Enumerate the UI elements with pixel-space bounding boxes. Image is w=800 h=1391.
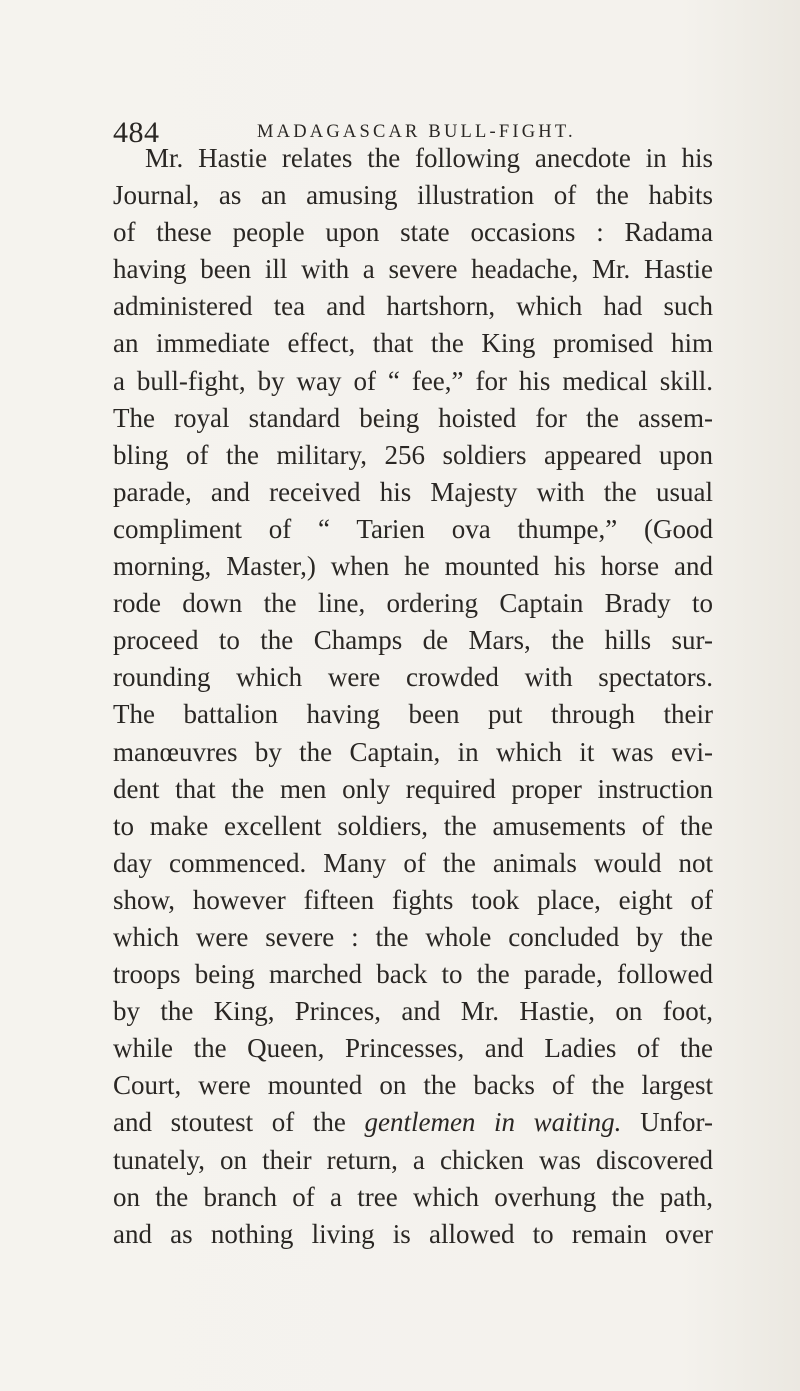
text-line: The royal standard being hoisted for the assem-	[113, 402, 713, 433]
text-line: which were severe : the whole concluded by the	[113, 921, 713, 952]
italic-phrase: gentlemen in waiting.	[364, 1107, 622, 1138]
text-line: tunately, on their return, a chicken was discovered	[113, 1144, 713, 1175]
text-line: and as nothing living is allowed to remain over	[113, 1218, 713, 1249]
page-number: 484	[113, 116, 160, 149]
text-line: show, however fifteen fights took place, eight of	[113, 884, 713, 915]
text-line: Journal, as an amusing illustration of the habits	[113, 180, 713, 211]
text-line: dent that the men only required proper instruction	[113, 773, 713, 804]
text-line: of these people upon state occasions : Radama	[113, 217, 713, 248]
text-line: compliment of “ Tarien ova thumpe,” (Good	[113, 513, 713, 544]
text-line: Court, were mounted on the backs of the largest	[113, 1070, 713, 1101]
text-line: day commenced. Many of the animals would not	[113, 847, 713, 878]
text-line: by the King, Princes, and Mr. Hastie, on foot,	[113, 996, 713, 1027]
text-segment: and stoutest of the	[113, 1107, 365, 1138]
text-line: having been ill with a severe headache, Mr. Hastie	[113, 254, 713, 285]
text-line: administered tea and hartshorn, which had such	[113, 291, 713, 322]
text-line: proceed to the Champs de Mars, the hills sur-	[113, 625, 713, 656]
text-line: Mr. Hastie relates the following anecdote in his	[145, 143, 713, 173]
text-line: rode down the line, ordering Captain Brady to	[113, 588, 713, 619]
text-segment: Unfor-	[621, 1107, 713, 1138]
text-line-italic	[113, 1104, 713, 1141]
running-head: MADAGASCAR BULL-FIGHT.	[257, 122, 576, 142]
text-line: an immediate effect, that the King promised him	[113, 328, 713, 359]
text-line: bling of the military, 256 soldiers appeared upon	[113, 439, 713, 470]
text-line: on the branch of a tree which overhung the path,	[113, 1181, 713, 1212]
text-line: morning, Master,) when he mounted his horse and	[113, 551, 713, 582]
text-line: to make excellent soldiers, the amusements of the	[113, 810, 713, 841]
text-line: The battalion having been put through their	[113, 699, 713, 730]
text-line: manœuvres by the Captain, in which it was evi-	[113, 736, 713, 767]
text-line: a bull-fight, by way of “ fee,” for his medical skill.	[113, 365, 713, 396]
text-line: while the Queen, Princesses, and Ladies of the	[113, 1033, 713, 1064]
text-line: rounding which were crowded with spectators.	[113, 662, 713, 693]
text-line: parade, and received his Majesty with the usual	[113, 476, 713, 507]
text-line: troops being marched back to the parade, followed	[113, 959, 713, 990]
body-paragraph	[113, 140, 713, 1253]
